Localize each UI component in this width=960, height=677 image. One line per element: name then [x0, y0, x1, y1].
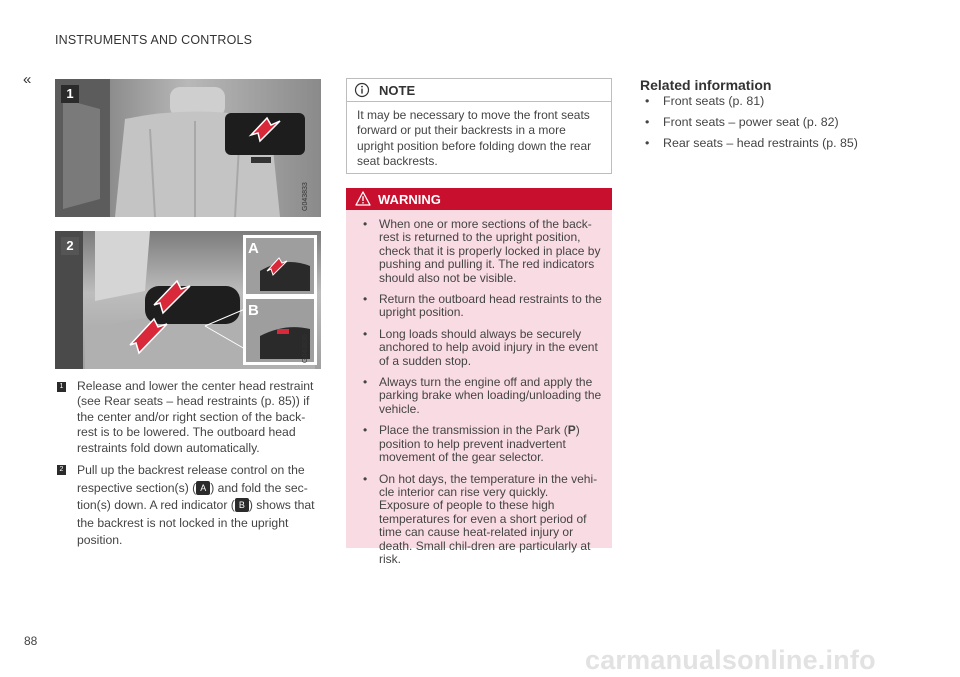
warning-label: WARNING: [378, 192, 441, 207]
note-text: It may be necessary to move the front seats forward or put their backrests in a more upright position before folding down the rear seat backrests.: [357, 108, 592, 169]
warning-header: [346, 188, 612, 210]
warning-triangle-icon: [355, 191, 371, 211]
warning-item: • Always turn the engine off and apply the parking brake when loading/unloading the vehicle.: [363, 375, 602, 416]
figure-1-number: 1: [61, 85, 79, 103]
figure-2-number: 2: [61, 237, 79, 255]
info-circle-icon: [354, 82, 370, 103]
ref-a-badge: A: [196, 481, 210, 495]
running-header: INSTRUMENTS AND CONTROLS: [55, 33, 253, 47]
step-2: [57, 462, 322, 550]
step-1-badge: 1: [57, 382, 66, 392]
figure-1-code: G043833: [302, 182, 309, 211]
related-link-head-restraints[interactable]: • Rear seats – head restraints (p. 85): [645, 136, 858, 150]
step-1: [57, 379, 322, 456]
warning-item: • When one or more sections of the back-rest is returned to the upright position, check that it is properly locked in place by pushing and pulling it. The red indicators should also not be visible.: [363, 217, 601, 285]
related-information-title: Related information: [640, 77, 772, 93]
step-1-text: Release and lower the center head restraint (see Rear seats – head restraints (p. 85)) if the center and/or right section of the back-rest is to be lowered. The outboard head restraints fold down automatically.: [77, 379, 314, 455]
watermark-url: carmanualsonline.info: [585, 645, 876, 675]
related-list: [640, 94, 858, 157]
warning-item: • On hot days, the temperature in the vehi-cle interior can rise very quickly. Exposure of people to these high temperatures for even a short period of time can cause heat-related injury or death. Small chil-dren are particularly at risk.: [363, 471, 598, 566]
step-2-text: Pull up the backrest release control on the respective section(s) ( A ) and fold the sec-tion(s) down. A red indicator ( B ) shows that the backrest is not locked in the upright position.: [77, 463, 315, 547]
note-header: [347, 79, 611, 102]
inset-label-a: A: [248, 240, 259, 257]
note-label: NOTE: [379, 83, 416, 98]
park-symbol: P: [567, 423, 576, 438]
warning-item: • Long loads should always be securely anchored to help avoid injury in the event of a sudden stop.: [363, 326, 598, 368]
step-2-badge: 2: [57, 465, 66, 475]
warning-item: • Return the outboard head restraints to the upright position.: [363, 292, 602, 320]
inset-label-b: B: [248, 302, 259, 319]
warning-box: [346, 188, 612, 566]
figure-1: [55, 79, 321, 217]
related-link-front-seats[interactable]: • Front seats (p. 81): [645, 94, 765, 108]
related-link-power-seat[interactable]: • Front seats – power seat (p. 82): [645, 115, 839, 129]
figure-2-code: G043836: [302, 334, 309, 363]
figure-2: [55, 231, 321, 369]
double-chevron-left-icon[interactable]: «: [23, 71, 32, 88]
warning-item: • Place the transmission in the Park (P) position to help prevent inadvertent movement of the gear selector.: [363, 423, 580, 465]
warning-list: [346, 210, 612, 566]
page-number: 88: [24, 634, 38, 648]
ref-b-badge: B: [235, 498, 249, 512]
note-box: [346, 78, 612, 174]
